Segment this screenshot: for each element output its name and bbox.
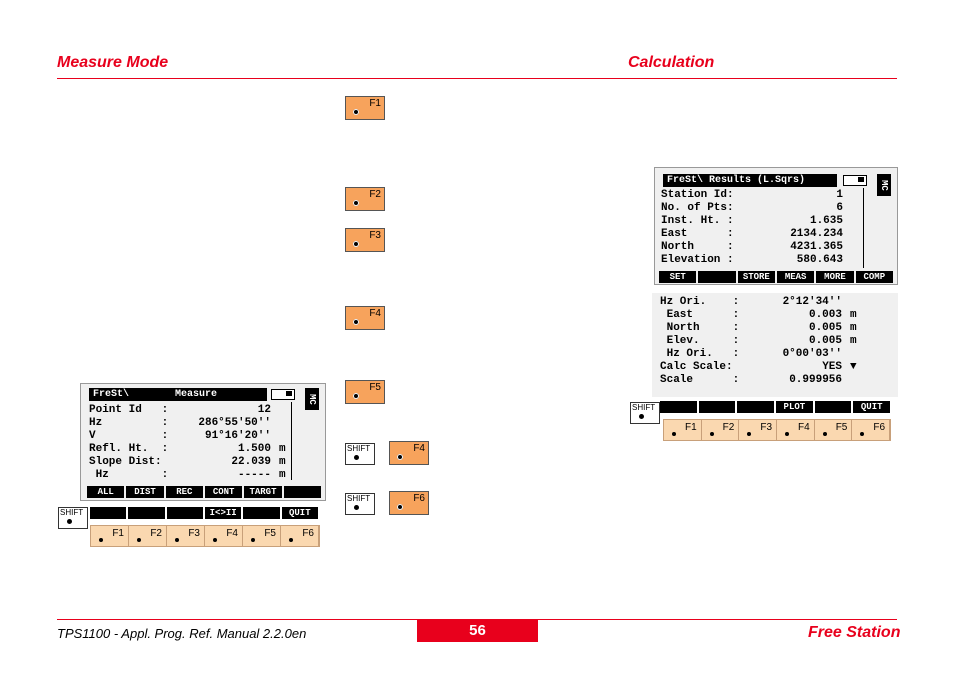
measure-row-label: Slope Dist: bbox=[89, 456, 162, 468]
page-number: 56 bbox=[417, 620, 538, 642]
scroll-down-icon[interactable]: ▼ bbox=[850, 361, 857, 373]
f4-key[interactable]: F4 bbox=[205, 526, 243, 546]
mc-badge: MC bbox=[305, 388, 319, 410]
results-row-value: 1 bbox=[836, 189, 843, 201]
measure-row-value: 1.500 bbox=[237, 443, 271, 455]
measure-fkey-row bbox=[90, 525, 320, 547]
results-extra-value: YES bbox=[822, 361, 842, 373]
softkey-set[interactable]: SET bbox=[659, 271, 696, 283]
shift-key-icon: SHIFT bbox=[58, 507, 88, 529]
results-row-value: 580.643 bbox=[796, 254, 843, 266]
results-extra-label: Hz Ori. : bbox=[660, 348, 740, 360]
header-rule bbox=[57, 78, 897, 79]
results-extended-panel bbox=[652, 293, 898, 397]
f6-key[interactable]: F6 bbox=[852, 420, 890, 440]
measure-shift-softkey-bar bbox=[90, 507, 320, 519]
shift-f4-key-icon: F4 bbox=[389, 441, 429, 465]
shift-key-icon: SHIFT bbox=[345, 443, 375, 465]
f1-key-icon: F1 bbox=[345, 96, 385, 120]
shift-softkey-face-switch[interactable]: I<>II bbox=[205, 507, 241, 519]
scroll-divider bbox=[863, 188, 864, 268]
softkey-rec[interactable]: REC bbox=[166, 486, 203, 498]
measure-row-value: 12 bbox=[257, 404, 271, 416]
results-row-label: Elevation : bbox=[661, 254, 734, 266]
f2-key[interactable]: F2 bbox=[129, 526, 167, 546]
f4-key[interactable]: F4 bbox=[777, 420, 815, 440]
measure-row-label: V : bbox=[89, 430, 169, 442]
results-row-label: East : bbox=[661, 228, 734, 240]
shift-softkey-empty[interactable] bbox=[128, 507, 164, 519]
measure-softkey-bar bbox=[87, 486, 323, 498]
results-row-label: Station Id: bbox=[661, 189, 734, 201]
results-extra-value: 0.999956 bbox=[789, 374, 842, 386]
results-extra-label: Calc Scale: bbox=[660, 361, 733, 373]
f3-key[interactable]: F3 bbox=[167, 526, 205, 546]
footer-section-title: Free Station bbox=[808, 624, 901, 641]
shift-softkey-quit[interactable]: QUIT bbox=[853, 401, 890, 413]
results-row-value: 1.635 bbox=[809, 215, 843, 227]
results-extra-value: 0.003 bbox=[808, 309, 842, 321]
measure-row-value: 22.039 bbox=[231, 456, 271, 468]
measure-row-unit: m bbox=[279, 469, 286, 481]
f2-key[interactable]: F2 bbox=[702, 420, 740, 440]
results-extra-value: 0°00'03'' bbox=[782, 348, 842, 360]
results-shift-softkey-bar bbox=[660, 401, 892, 413]
shift-softkey-empty[interactable] bbox=[243, 507, 279, 519]
f5-key[interactable]: F5 bbox=[243, 526, 281, 546]
results-extra-unit: m bbox=[850, 309, 857, 321]
measure-row-unit: m bbox=[279, 443, 286, 455]
measure-row-label: Hz : bbox=[89, 417, 169, 429]
shift-key-icon: SHIFT bbox=[630, 402, 660, 424]
shift-key-icon: SHIFT bbox=[345, 493, 375, 515]
softkey-empty[interactable] bbox=[284, 486, 321, 498]
shift-softkey-empty[interactable] bbox=[699, 401, 736, 413]
results-row-value: 6 bbox=[836, 202, 843, 214]
shift-softkey-quit[interactable]: QUIT bbox=[282, 507, 318, 519]
softkey-store[interactable]: STORE bbox=[738, 271, 775, 283]
shift-softkey-plot[interactable]: PLOT bbox=[776, 401, 813, 413]
scroll-divider bbox=[291, 402, 292, 480]
softkey-meas[interactable]: MEAS bbox=[777, 271, 814, 283]
footer-manual-title: TPS1100 - Appl. Prog. Ref. Manual 2.2.0en bbox=[57, 626, 307, 641]
measure-row-value: 91°16'20'' bbox=[204, 430, 271, 442]
measure-screen bbox=[80, 383, 326, 501]
softkey-dist[interactable]: DIST bbox=[126, 486, 163, 498]
shift-softkey-empty[interactable] bbox=[660, 401, 697, 413]
measure-title-right: Measure bbox=[175, 389, 218, 400]
results-row-value: 4231.365 bbox=[790, 241, 843, 253]
header-left-title: Measure Mode bbox=[57, 54, 169, 71]
shift-f6-key-icon: F6 bbox=[389, 491, 429, 515]
f6-key[interactable]: F6 bbox=[281, 526, 319, 546]
results-extra-label: East : bbox=[660, 309, 740, 321]
results-row-label: No. of Pts: bbox=[661, 202, 734, 214]
results-extra-value: 0.005 bbox=[808, 335, 842, 347]
battery-icon bbox=[271, 389, 295, 400]
battery-icon bbox=[843, 175, 867, 186]
results-extra-value: 0.005 bbox=[808, 322, 842, 334]
f1-key[interactable]: F1 bbox=[664, 420, 702, 440]
f1-key[interactable]: F1 bbox=[91, 526, 129, 546]
f5-key-icon: F5 bbox=[345, 380, 385, 404]
shift-softkey-empty[interactable] bbox=[167, 507, 203, 519]
results-row-label: Inst. Ht. : bbox=[661, 215, 734, 227]
f2-key-icon: F2 bbox=[345, 187, 385, 211]
f3-key[interactable]: F3 bbox=[739, 420, 777, 440]
shift-softkey-empty[interactable] bbox=[815, 401, 852, 413]
mc-badge: MC bbox=[877, 174, 891, 196]
f3-key-icon: F3 bbox=[345, 228, 385, 252]
softkey-cont[interactable]: CONT bbox=[205, 486, 242, 498]
shift-softkey-empty[interactable] bbox=[737, 401, 774, 413]
f4-key-icon: F4 bbox=[345, 306, 385, 330]
header-right-title: Calculation bbox=[628, 54, 715, 71]
results-extra-label: Scale : bbox=[660, 374, 740, 386]
results-extra-label: North : bbox=[660, 322, 740, 334]
results-row-label: North : bbox=[661, 241, 734, 253]
shift-softkey-empty[interactable] bbox=[90, 507, 126, 519]
softkey-more[interactable]: MORE bbox=[816, 271, 853, 283]
measure-row-unit: m bbox=[279, 456, 286, 468]
results-extra-unit: m bbox=[850, 335, 857, 347]
measure-row-value: ----- bbox=[237, 469, 271, 481]
results-extra-label: Elev. : bbox=[660, 335, 740, 347]
results-extra-unit: m bbox=[850, 322, 857, 334]
results-screen bbox=[654, 167, 898, 285]
measure-row-label: Hz : bbox=[89, 469, 169, 481]
results-softkey-bar bbox=[659, 271, 895, 283]
measure-row-label: Refl. Ht. : bbox=[89, 443, 169, 455]
softkey-all[interactable]: ALL bbox=[87, 486, 124, 498]
results-extra-label: Hz Ori. : bbox=[660, 296, 740, 308]
softkey-comp[interactable]: COMP bbox=[856, 271, 893, 283]
results-extra-value: 2°12'34'' bbox=[782, 296, 842, 308]
results-row-value: 2134.234 bbox=[790, 228, 843, 240]
softkey-empty[interactable] bbox=[698, 271, 735, 283]
measure-row-value: 286°55'50'' bbox=[198, 417, 271, 429]
results-fkey-row bbox=[663, 419, 891, 441]
f5-key[interactable]: F5 bbox=[815, 420, 853, 440]
softkey-targt[interactable]: TARGT bbox=[244, 486, 281, 498]
measure-title-bar bbox=[89, 388, 267, 401]
measure-title-left: FreSt\ bbox=[93, 389, 130, 400]
measure-row-label: Point Id : bbox=[89, 404, 169, 416]
results-title-bar: FreSt\ Results (L.Sqrs) bbox=[663, 174, 837, 187]
